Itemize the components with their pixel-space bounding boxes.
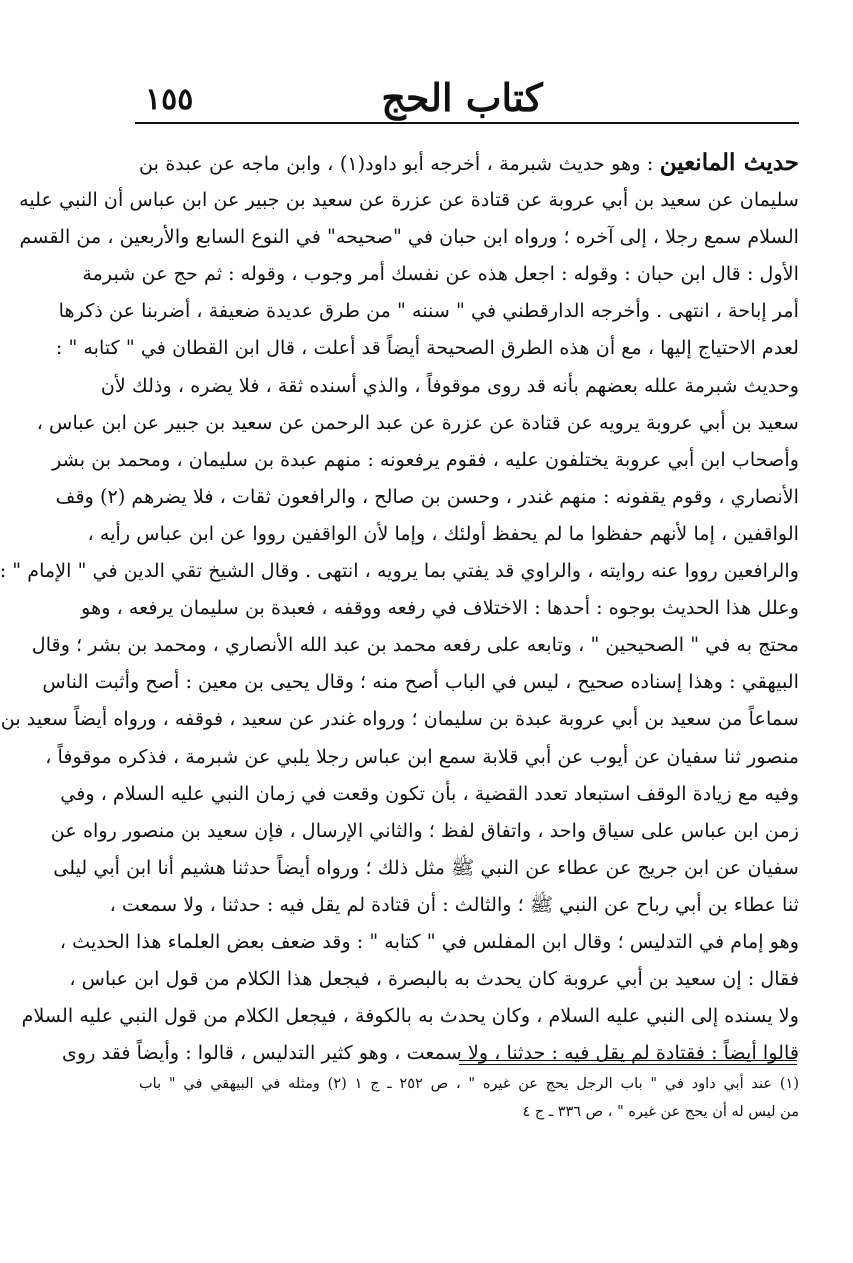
text-line: الأنصاري ، وقوم يقفونه : منهم غندر ، وحسن بن صالح ، والرافعون ثقات ، فلا يضرهم (٢) وقف bbox=[55, 484, 799, 508]
text-line: منصور ثنا سفيان عن أيوب عن أبي قلابة سمع ابن عباس رجلا يلبي عن شبرمة ، فذكره موقوفاً ، bbox=[45, 744, 799, 768]
chapter-title: كتاب الحج bbox=[381, 75, 543, 120]
footnote-line: من ليس له أن يحج عن غيره " ، ص ٣٣٦ ـ ج ٤ bbox=[522, 1104, 799, 1120]
text-line: الأول : قال ابن حبان : وقوله : اجعل هذه عن نفسك أمر وجوب ، وقوله : ثم حج عن شبرمة bbox=[82, 262, 799, 286]
text-line: وعلل هذا الحديث بوجوه : أحدها : الاختلاف في رفعه ووقفه ، فعبدة بن سليمان يرفعه ، وهو bbox=[81, 596, 799, 620]
text-line: البيهقي : وهذا إسناده صحيح ، ليس في الباب أصح منه ؛ وقال يحيى بن معين : أصح وأثبت الناس bbox=[42, 670, 799, 694]
page-number: ١٥٥ bbox=[145, 82, 194, 117]
text-line: وأصحاب ابن أبي عروبة يختلفون عليه ، فقوم يرفعونه : منهم عبدة بن سليمان ، ومحمد بن بشر bbox=[52, 447, 799, 471]
text-line: زمن ابن عباس على سياق واحد ، واتفاق لفظ ؛ والثاني الإرسال ، فإن سعيد بن منصور رواه عن bbox=[50, 818, 799, 842]
text-line: فقال : إن سعيد بن أبي عروبة كان يحدث به بالبصرة ، فيجعل هذا الكلام من قول ابن عباس ، bbox=[69, 967, 799, 991]
footnotes bbox=[139, 1070, 799, 1126]
text-line: سعيد بن أبي عروبة يرويه عن قتادة عن عزرة عن عبد الرحمن عن سعيد بن جبير عن ابن عباس ، bbox=[36, 410, 799, 434]
text-line: وحديث شبرمة علله بعضهم بأنه قد روى موقوفاً ، والذي أسنده ثقة ، فلا يضره ، وذلك لأن bbox=[100, 373, 799, 397]
page-header bbox=[137, 76, 787, 120]
text-line: سفيان عن ابن جريج عن عطاء عن النبي ﷺ مثل ذلك ؛ ورواه أيضاً حدثنا هشيم أنا ابن أبي ليلى bbox=[53, 855, 799, 879]
text-line: ثنا عطاء بن أبي رباح عن النبي ﷺ ؛ والثالث : أن قتادة لم يقل فيه : حدثنا ، ولا سمعت ، bbox=[109, 892, 799, 916]
text-line: لعدم الاحتياج إليها ، مع أن هذه الطرق الصحيحة أيضاً قد أعلت ، قال ابن القطان في " كتابه " : bbox=[55, 336, 799, 360]
text-line: سماعاً من سعيد بن أبي عروبة عبدة بن سليمان ؛ ورواه غندر عن سعيد ، فوقفه ، ورواه أيضاً سعيد بن bbox=[0, 707, 799, 731]
text-line: قالوا أيضاً : فقتادة لم يقل فيه : حدثنا ، ولا سمعت ، وهو كثير التدليس ، قالوا : وأيضاً فقد روى bbox=[61, 1041, 799, 1065]
text-line: سليمان عن سعيد بن أبي عروبة عن قتادة عن عزرة عن سعيد بن جبير عن ابن عباس أن النبي عليه bbox=[19, 188, 799, 212]
text-line: محتج به في " الصحيحين " ، وتابعه على رفعه محمد بن عبد الله الأنصاري ، ومحمد بن بشر ؛ وقال bbox=[31, 633, 799, 657]
header-rule bbox=[135, 122, 799, 124]
lead-term: حديث المانعين bbox=[659, 149, 800, 176]
text-line: وهو إمام في التدليس ؛ وقال ابن المفلس في " كتابه " : وقد ضعف بعض العلماء هذا الحديث ، bbox=[59, 929, 799, 953]
main-text bbox=[0, 144, 800, 1071]
text-line: ولا يسنده إلى النبي عليه السلام ، وكان يحدث به بالكوفة ، فيجعل الكلام من قول النبي عليه السلام bbox=[21, 1004, 799, 1028]
text-line: أمر إباحة ، انتهى . وأخرجه الدارقطني في " سننه " من طرق عديدة ضعيفة ، أضربنا عن ذكرها bbox=[58, 299, 799, 323]
footnote-rule bbox=[459, 1060, 797, 1061]
text-line: وفيه مع زيادة الوقف استبعاد تعدد القضية ، بأن تكون وقعت في زمان النبي عليه السلام ، وفي bbox=[60, 781, 799, 805]
text-line: السلام سمع رجلا ، إلى آخره ؛ ورواه ابن حبان في "صحيحه" في النوع السابع والأربعين ، من القسم bbox=[19, 225, 799, 249]
text-line: والرافعين رووا عنه روايته ، والراوي قد يفتي بما يرويه ، انتهى . وقال الشيخ تقي الدين في " الإمام " : bbox=[0, 559, 799, 583]
footnote-rule bbox=[459, 1064, 797, 1065]
footnote-line: (١) عند أبي داود في " باب الرجل يحج عن غيره " ، ص ٢٥٢ ـ ج ١ (٢) ومثله في البيهقي في " باب bbox=[139, 1076, 799, 1092]
text-line: حديث المانعين : وهو حديث شبرمة ، أخرجه أبو داود(١) ، وابن ماجه عن عبدة بن bbox=[139, 149, 800, 176]
text-line: الواقفين ، إما لأنهم حفظوا ما لم يحفظ أولئك ، وإما لأن الواقفين رووا عن ابن عباس رأيه ، bbox=[87, 521, 799, 545]
